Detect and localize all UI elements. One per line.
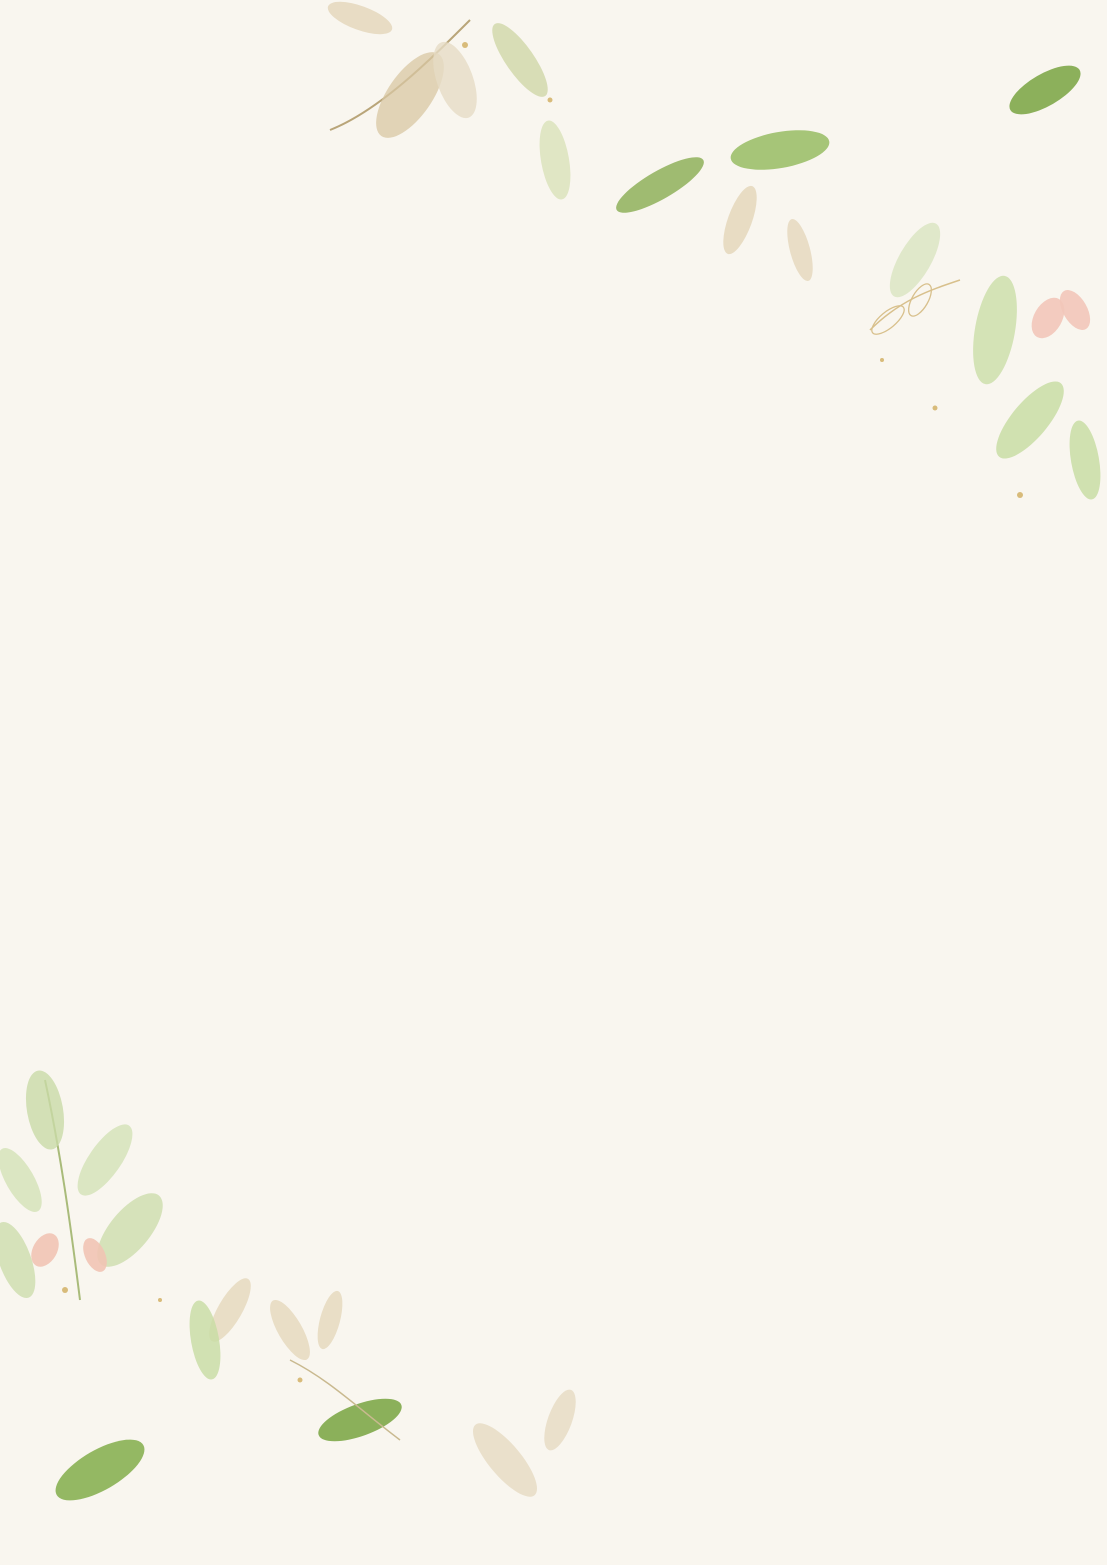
divider-line-left	[312, 409, 470, 411]
divider-dot	[545, 404, 557, 416]
bottom-leaves	[0, 1067, 582, 1512]
title-divider	[312, 400, 790, 420]
top-leaves	[324, 0, 1106, 502]
divider-dot	[489, 404, 501, 416]
gold-specks	[62, 42, 1023, 1383]
divider-line-right	[632, 409, 790, 411]
divider-dot	[601, 404, 613, 416]
